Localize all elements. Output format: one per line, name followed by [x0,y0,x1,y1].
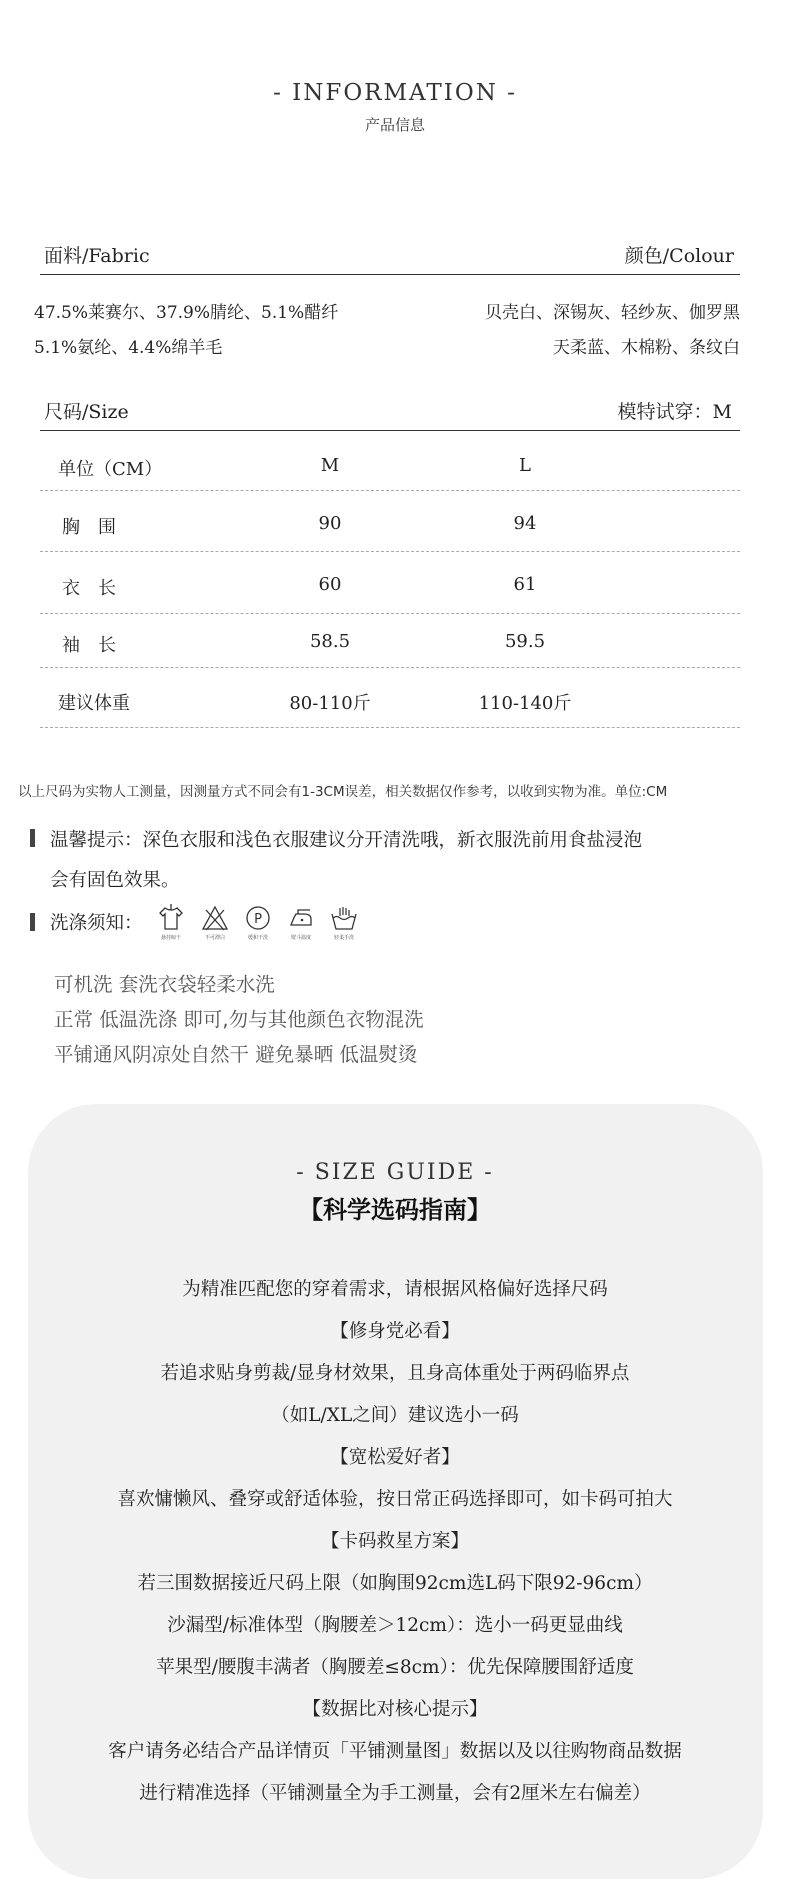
row-divider [40,667,740,668]
guide-section-heading: 【宽松爱好者】 [330,1447,460,1468]
guide-line: 苹果型/腰腹丰满者（胸腰差≤8cm）：优先保障腰围舒适度 [156,1657,634,1678]
wash-note-3: 平铺通风阴凉处自然干 避免暴晒 低温熨烫 [54,1043,418,1066]
guide-line: （如L/XL之间）建议选小一码 [271,1405,519,1426]
care-label: 洗涤须知： [50,913,143,934]
cell-m: 80-110斤 [289,693,371,714]
cell-l: 94 [513,513,537,534]
size-guide-title-en: - SIZE GUIDE - [296,1160,494,1185]
dry-clean-p-icon: P 缓和干洗 [238,904,278,941]
colour-line-2: 天柔蓝、木棉粉、条纹白 [553,338,740,358]
guide-section-heading: 【修身党必看】 [330,1321,460,1342]
info-subtitle: 产品信息 [364,116,425,134]
wash-note-2: 正常 低温洗涤 即可,勿与其他颜色衣物混洗 [54,1008,424,1031]
colour-heading: 颜色/Colour [624,245,734,267]
row-divider [40,490,740,491]
care-bullet-bar [30,913,35,931]
svg-text:P: P [254,912,262,927]
size-divider [40,430,740,431]
fabric-divider [40,274,740,275]
colour-line-1: 贝壳白、深锡灰、轻纱灰、伽罗黑 [485,303,740,323]
cell-m: 58.5 [309,631,351,652]
guide-section-heading: 【数据比对核心提示】 [302,1699,488,1720]
column-header-l: L [519,455,531,476]
row-divider [40,551,740,552]
column-header-m: M [320,455,340,476]
fabric-line-1: 47.5%莱赛尔、37.9%腈纶、5.1%醋纤 [34,303,339,323]
row-divider [40,727,740,728]
measurement-disclaimer: 以上尺码为实物人工测量，因测量方式不同会有1-3CM误差，相关数据仅作参考，以收到实物为准。单位:CM [18,784,668,800]
row-label: 袖 长 [62,635,116,656]
guide-line: 为精准匹配您的穿着需求，请根据风格偏好选择尺码 [182,1279,608,1300]
no-bleach-icon: 不可漂白 [195,904,235,941]
guide-section-heading: 【卡码救星方案】 [320,1531,469,1552]
tip-bullet-bar [30,829,35,847]
column-header-unit: 单位（CM） [58,459,163,480]
row-label: 胸 围 [62,517,116,538]
guide-line: 若三围数据接近尺码上限（如胸围92cm选L码下限92-96cm） [137,1573,653,1594]
guide-line: 喜欢慵懒风、叠穿或舒适体验，按日常正码选择即可，如卡码可拍大 [117,1489,673,1510]
row-label: 建议体重 [58,693,130,714]
model-note: 模特试穿：M [617,401,732,423]
cell-m: 60 [318,574,342,595]
cell-l: 110-140斤 [478,693,572,714]
guide-line: 若追求贴身剪裁/显身材效果，且身高体重处于两码临界点 [160,1363,630,1384]
cell-l: 61 [513,574,537,595]
row-divider [40,613,740,614]
cell-m: 90 [318,513,342,534]
iron-low-icon: 熨斗温度 [281,904,321,941]
hand-wash-icon: 轻柔手洗 [324,904,364,941]
fabric-heading: 面料/Fabric [44,245,150,267]
fabric-line-2: 5.1%氨纶、4.4%绵羊毛 [34,338,223,358]
wash-note-1: 可机洗 套洗衣袋轻柔水洗 [54,973,275,996]
info-title: - INFORMATION - [273,80,517,106]
cell-l: 59.5 [504,631,546,652]
size-heading: 尺码/Size [44,401,129,423]
warm-tip-line-2: 会有固色效果。 [50,870,180,891]
guide-line: 客户请务必结合产品详情页「平铺测量图」数据以及以往购物商品数据 [108,1741,682,1762]
guide-line: 进行精准选择（平铺测量全为手工测量，会有2厘米左右偏差） [139,1783,651,1804]
size-guide-title-zh: 【科学选码指南】 [299,1196,491,1224]
hang-dry-icon: 悬挂晾干 [151,904,191,941]
guide-line: 沙漏型/标准体型（胸腰差＞12cm）：选小一码更显曲线 [167,1615,623,1636]
row-label: 衣 长 [62,578,116,599]
warm-tip-line-1: 温馨提示：深色衣服和浅色衣服建议分开清洗哦，新衣服洗前用食盐浸泡 [50,830,643,851]
